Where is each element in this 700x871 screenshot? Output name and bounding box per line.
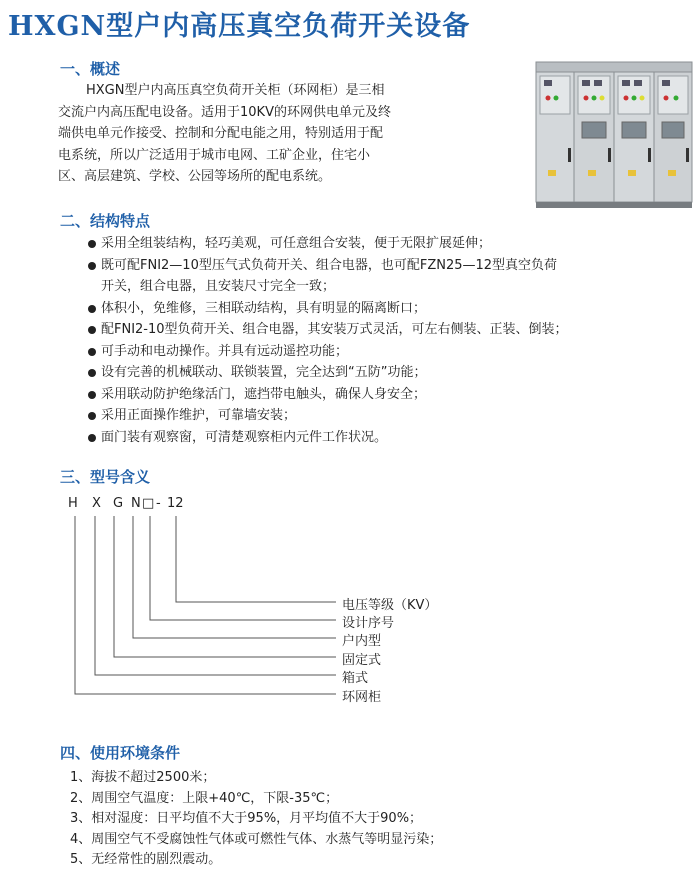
model-label-indoor: 户内型 xyxy=(342,634,382,649)
code-box: □ xyxy=(142,496,155,511)
bullet-dot-icon xyxy=(88,369,96,377)
list-item: 采用正面操作维护，可靠墙安装； xyxy=(88,405,568,427)
features-list xyxy=(88,233,568,448)
overview-line: 交流户内高压配电设备。适用于10KV的环网供电单元及终 xyxy=(58,104,391,120)
code-letter-h: H xyxy=(68,496,78,511)
list-item: 2、周围空气温度：上限+40℃，下限-35℃； xyxy=(70,790,339,806)
list-item: 5、无经常性的剧烈震动。 xyxy=(70,852,222,867)
code-number: 12 xyxy=(167,496,184,511)
section-heading-features: 二、结构特点 xyxy=(60,212,151,230)
bullet-dot-icon xyxy=(88,348,96,356)
section-heading-model: 三、型号含义 xyxy=(60,468,151,486)
overview-line: 端供电单元作接受、控制和分配电能之用，特别适用于配 xyxy=(58,126,384,141)
list-item: 设有完善的机械联动、联锁装置，完全达到“五防”功能； xyxy=(88,362,568,384)
list-item: 面门装有观察窗，可清楚观察柜内元件工作状况。 xyxy=(88,427,568,449)
model-label-voltage: 电压等级（KV） xyxy=(342,598,438,613)
bullet-dot-icon xyxy=(88,326,96,334)
overview-line: 电系统，所以广泛适用于城市电网、工矿企业，住宅小 xyxy=(58,147,371,163)
model-label-design-serial: 设计序号 xyxy=(342,616,395,631)
list-item: 既可配FNI2—10型压气式负荷开关、组合电器，也可配FZN25—12型真空负荷 开关，组合电器，且安装尺寸完全一致； xyxy=(88,255,568,298)
list-item: 体积小，免维修，三相联动结构，具有明显的隔离断口； xyxy=(88,298,568,320)
bullet-dot-icon xyxy=(88,391,96,399)
bullet-dot-icon xyxy=(88,434,96,442)
model-label-fixed: 固定式 xyxy=(342,653,382,668)
code-letter-x: X xyxy=(92,496,101,511)
overview-line: HXGN型户内高压真空负荷开关柜（环网柜）是三相 xyxy=(86,83,385,98)
bullet-dot-icon xyxy=(88,412,96,420)
model-label-box: 箱式 xyxy=(342,671,369,686)
list-item: 4、周围空气不受腐蚀性气体或可燃性气体、水蒸气等明显污染； xyxy=(70,831,443,847)
code-letter-g: G xyxy=(113,496,124,511)
list-item: 配FNI2-10型负荷开关、组合电器，其安装万式灵活，可左右侧装、正装、倒装； xyxy=(88,319,568,341)
list-item: 采用联动防护绝缘活门，遮挡带电触头，确保人身安全； xyxy=(88,384,568,406)
model-label-ring-main: 环网柜 xyxy=(342,690,382,705)
bullet-dot-icon xyxy=(88,240,96,248)
bullet-dot-icon xyxy=(88,262,96,270)
code-dash: - xyxy=(156,496,161,511)
switchgear-cabinet-photo xyxy=(530,58,698,213)
overview-line: 区、高层建筑、学校、公园等场所的配电系统。 xyxy=(58,169,332,184)
list-item: 3、相对湿度：日平均值不大于95%，月平均值不大于90%； xyxy=(70,811,423,826)
page-title: HXGN型户内高压真空负荷开关设备 xyxy=(8,11,471,42)
list-item: 可手动和电动操作。并具有远动遥控功能； xyxy=(88,341,568,363)
list-item: 采用全组装结构，轻巧美观，可任意组合安装，便于无限扩展延伸； xyxy=(88,233,568,255)
list-item: 1、海拔不超过2500米； xyxy=(70,770,216,785)
environment-list xyxy=(70,768,442,871)
code-letter-n: N xyxy=(131,496,141,511)
overview-paragraph xyxy=(58,80,458,188)
section-heading-overview: 一、概述 xyxy=(60,60,121,78)
bullet-dot-icon xyxy=(88,305,96,313)
section-heading-environment: 四、使用环境条件 xyxy=(60,744,181,762)
